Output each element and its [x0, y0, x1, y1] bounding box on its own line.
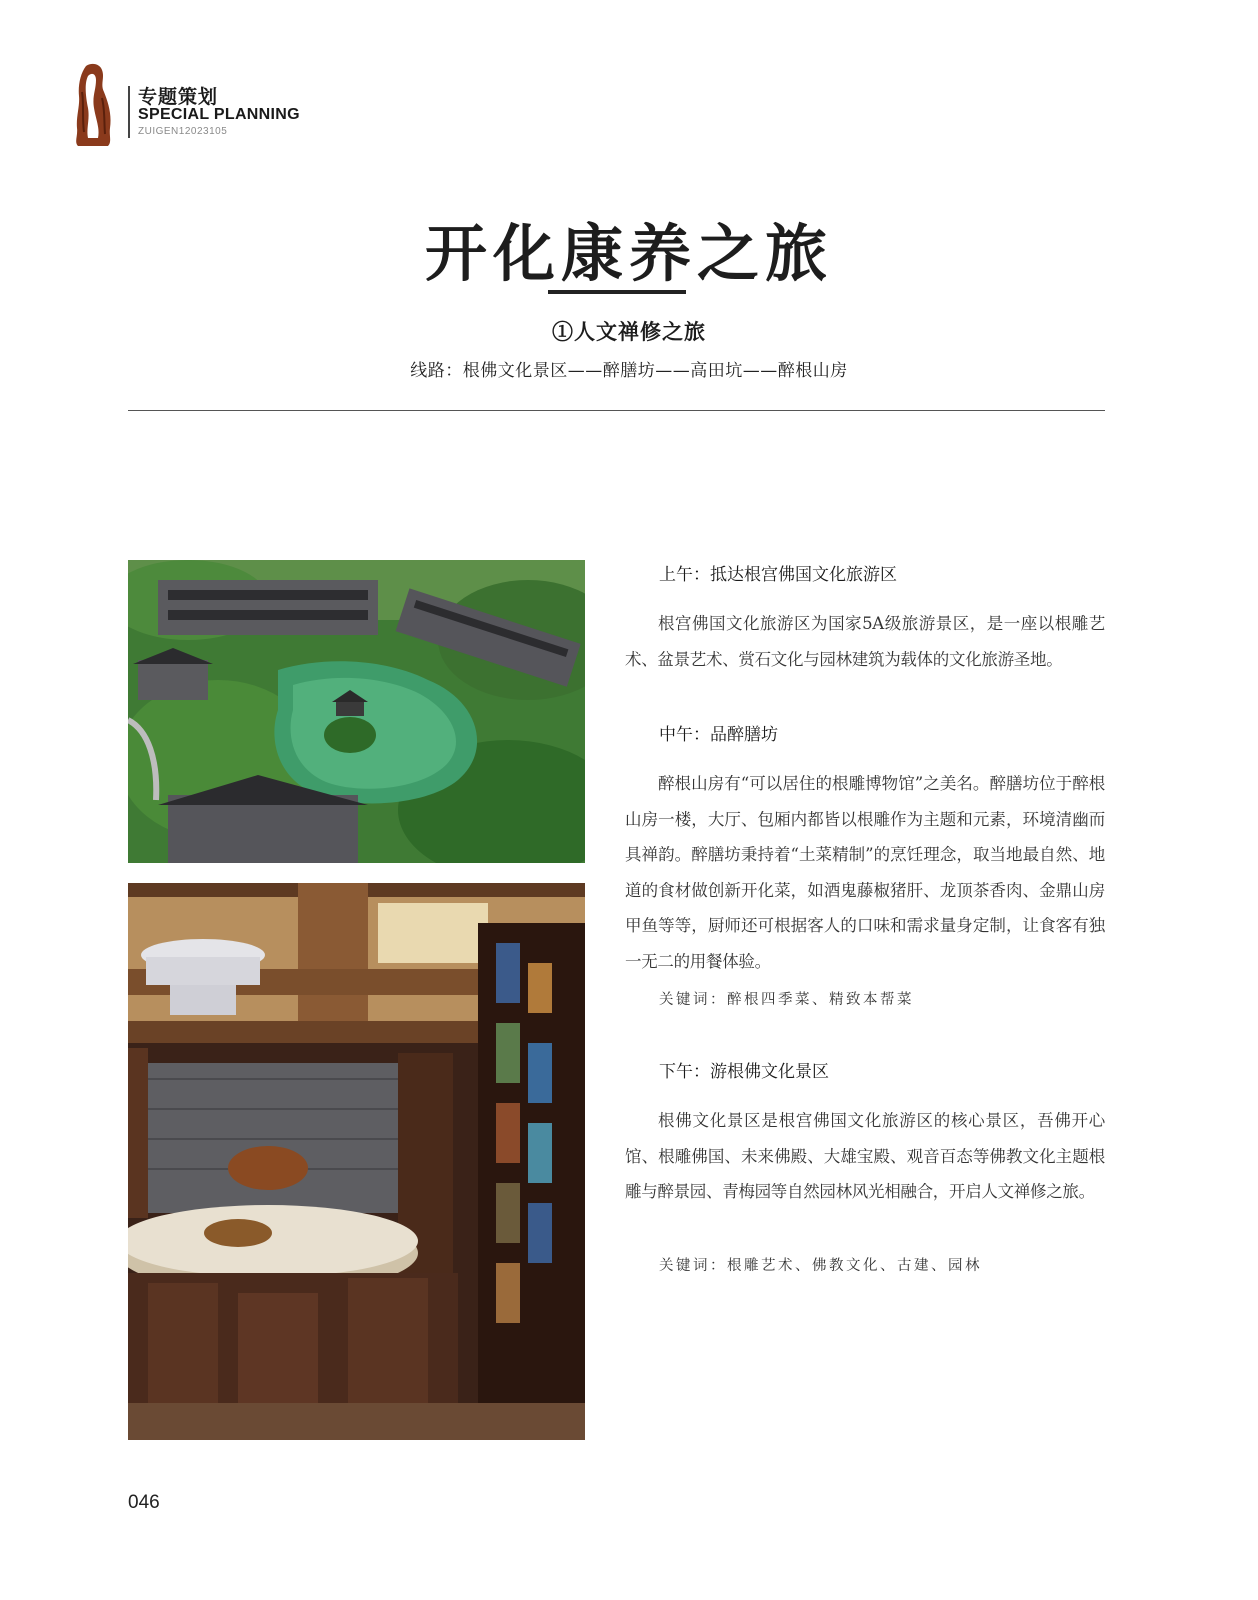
- afternoon-heading: 下午：游根佛文化景区: [659, 1062, 829, 1082]
- header-divider: [128, 86, 130, 138]
- dining-room-photo: [128, 883, 585, 1440]
- page-number: 046: [128, 1492, 160, 1513]
- issue-code: ZUIGEN12023105: [138, 126, 228, 137]
- root-carving-logo-icon: [72, 62, 114, 148]
- aerial-resort-photo: [128, 560, 585, 863]
- section-divider: [128, 410, 1105, 411]
- afternoon-keywords: 关键词：根雕艺术、佛教文化、古建、园林: [659, 1258, 982, 1274]
- noon-keywords: 关键词：醉根四季菜、精致本帮菜: [659, 992, 914, 1008]
- morning-heading: 上午：抵达根宫佛国文化旅游区: [659, 565, 897, 585]
- morning-body: 根宫佛国文化旅游区为国家5A级旅游景区，是一座以根雕艺术、盆景艺术、赏石文化与园林建筑为载体的文化旅游圣地。: [625, 614, 1105, 669]
- route-subtitle: ①人文禅修之旅: [552, 319, 706, 344]
- section-label-en: SPECIAL PLANNING: [138, 106, 300, 123]
- route-line: 线路：根佛文化景区——醉膳坊——高田坑——醉根山房: [410, 361, 848, 381]
- noon-heading: 中午：品醉膳坊: [659, 725, 778, 745]
- page-title: 开化康养之旅: [424, 217, 833, 290]
- afternoon-body: 根佛文化景区是根宫佛国文化旅游区的核心景区，吾佛开心馆、根雕佛国、未来佛殿、大雄宝殿、观音百态等佛教文化主题根雕与醉景园、青梅园等自然园林风光相融合，开启人文禅修之旅。: [625, 1111, 1105, 1201]
- noon-body: 醉根山房有“可以居住的根雕博物馆”之美名。醉膳坊位于醉根山房一楼，大厅、包厢内都皆以根雕作为主题和元素，环境清幽而具禅韵。醉膳坊秉持着“土菜精制”的烹饪理念，取当地最自然、地道的食材做创新开化菜，如酒鬼藤椒猪肝、龙顶茶香肉、金鼎山房甲鱼等等，厨师还可根据客人的口味和需求量身定制，让食客有独一无二的用餐体验。: [625, 774, 1105, 971]
- section-label-cn: 专题策划: [138, 86, 219, 108]
- title-underline: [548, 290, 686, 294]
